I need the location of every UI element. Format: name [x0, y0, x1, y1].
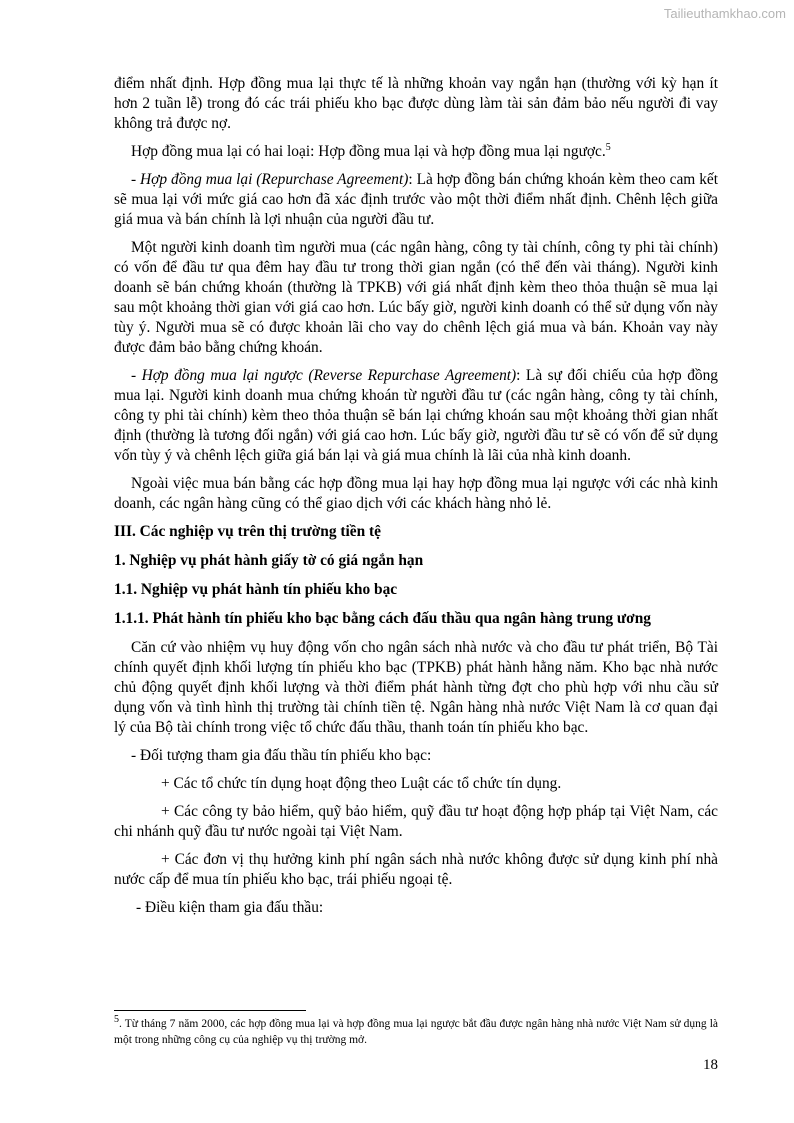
footnote-mark: 5: [114, 1014, 119, 1026]
heading-1-1-1: 1.1.1. Phát hành tín phiếu kho bạc bằng cách đấu thầu qua ngân hàng trung ương: [114, 610, 651, 627]
list-item-credit-institutions: + Các tổ chức tín dụng hoạt động theo Luật các tổ chức tín dụng.: [161, 775, 562, 792]
watermark: Tailieuthamkhao.com: [663, 6, 786, 21]
paragraph-retail: Ngoài việc mua bán bằng các hợp đồng mua lại hay hợp đồng mua lại ngược với các nhà kinh doanh, các ngân hàng cũng có thể giao dịch với các khách hàng nhỏ lẻ.: [114, 475, 718, 512]
list-item-budget-units: + Các đơn vị thụ hưởng kinh phí ngân sách nhà nước không được sử dụng kinh phí nhà nước cấp để mua tín phiếu kho bạc, trái phiếu ngoại tệ.: [114, 851, 718, 888]
list-item-conditions: - Điều kiện tham gia đấu thầu:: [136, 899, 324, 916]
list-item-participants: - Đối tượng tham gia đấu thầu tín phiếu kho bạc:: [131, 747, 432, 764]
footnote: [114, 1016, 718, 1048]
paragraph-basis: Căn cứ vào nhiệm vụ huy động vốn cho ngân sách nhà nước và cho đầu tư phát triển, Bộ Tài chính quyết định khối lượng tín phiếu kho bạc (TPKB) phát hành hằng năm. Kho bạc nhà nước chủ động quyết định khối lượng và thời điểm phát hành từng đợt cho phù hợp với nhu cầu sử dụng vốn và tình hình thị trường tài chính tiền tệ. Ngân hàng nhà nước Việt Nam là cơ quan đại lý của Bộ tài chính trong việc tổ chức đấu thầu, thanh toán tín phiếu kho bạc.: [114, 639, 718, 736]
paragraph-repurchase: [114, 170, 718, 230]
list-item-insurance: + Các công ty bảo hiểm, quỹ bảo hiểm, quỹ đầu tư hoạt động hợp pháp tại Việt Nam, các chi nhánh quỹ đầu tư nước ngoài tại Việt Nam.: [114, 803, 718, 840]
footnote-text: . Từ tháng 7 năm 2000, các hợp đồng mua lại và hợp đồng mua lại ngược bắt đầu được ngân hàng nhà nước Việt Nam sử dụng là một trong những công cụ của nghiệp vụ thị trường mở.: [114, 1018, 718, 1046]
footnote-ref: 5: [605, 141, 611, 153]
paragraph-intro: điểm nhất định. Hợp đồng mua lại thực tế là những khoản vay ngắn hạn (thường với kỳ hạn ít hơn 2 tuần lễ) trong đó các trái phiếu kho bạc được dùng làm tài sản đảm bảo nếu người đi vay không trả được nợ.: [114, 75, 718, 132]
heading-1-1: 1.1. Nghiệp vụ phát hành tín phiếu kho bạc: [114, 581, 398, 598]
footnote-divider: [114, 1010, 306, 1011]
paragraph-reverse-repurchase: [114, 366, 718, 466]
reverse-repurchase-definition: : Là sự đối chiếu của hợp đồng mua lại. Người kinh doanh mua chứng khoán từ người đầu tư (các ngân hàng, công ty tài chính, công ty phi tài chính) kèm theo thỏa thuận sẽ bán lại chứng khoán sau một khoảng thời gian nhất định (thường là tương đối ngắn) với giá cao hơn. Lúc bấy giờ, người đầu tư sẽ có vốn để sử dụng vốn tùy ý và chênh lệch giữa giá bán lại và giá mua chính là lãi của nhà kinh doanh.: [114, 367, 718, 464]
repurchase-definition: : Là hợp đồng bán chứng khoán kèm theo cam kết sẽ mua lại với mức giá cao hơn đã xác định trước vào một thời điểm nhất định. Chênh lệch giữa giá mua và bán chính là lợi nhuận của người đầu tư.: [114, 171, 718, 228]
heading-1: 1. Nghiệp vụ phát hành giấy tờ có giá ngắn hạn: [114, 552, 424, 569]
heading-section-iii: III. Các nghiệp vụ trên thị trường tiền tệ: [114, 523, 381, 540]
page-number: 18: [703, 1057, 718, 1073]
page-body: [114, 74, 718, 926]
reverse-repurchase-term: - Hợp đồng mua lại ngược (Reverse Repurchase Agreement): [131, 367, 517, 384]
paragraph-types-text: Hợp đồng mua lại có hai loại: Hợp đồng mua lại và hợp đồng mua lại ngược.: [131, 143, 606, 160]
paragraph-trader: Một người kinh doanh tìm người mua (các ngân hàng, công ty tài chính, công ty phi tài chính) có vốn để đầu tư qua đêm hay đầu tư trong thời gian ngắn (có thể đến vài tháng). Người kinh doanh sẽ bán chứng khoán (thường là TPKB) với giá nhất định kèm theo thỏa thuận sẽ mua lại sau một khoảng thời gian với giá cao hơn. Lúc bấy giờ, người kinh doanh có thể sử dụng vốn này tùy ý. Người mua sẽ có được khoản lãi cho vay do chênh lệch giá mua và bán. Khoản vay này được đảm bảo bằng chứng khoán.: [114, 239, 718, 356]
repurchase-term: - Hợp đồng mua lại (Repurchase Agreement): [131, 171, 409, 188]
paragraph-types: [114, 142, 718, 162]
